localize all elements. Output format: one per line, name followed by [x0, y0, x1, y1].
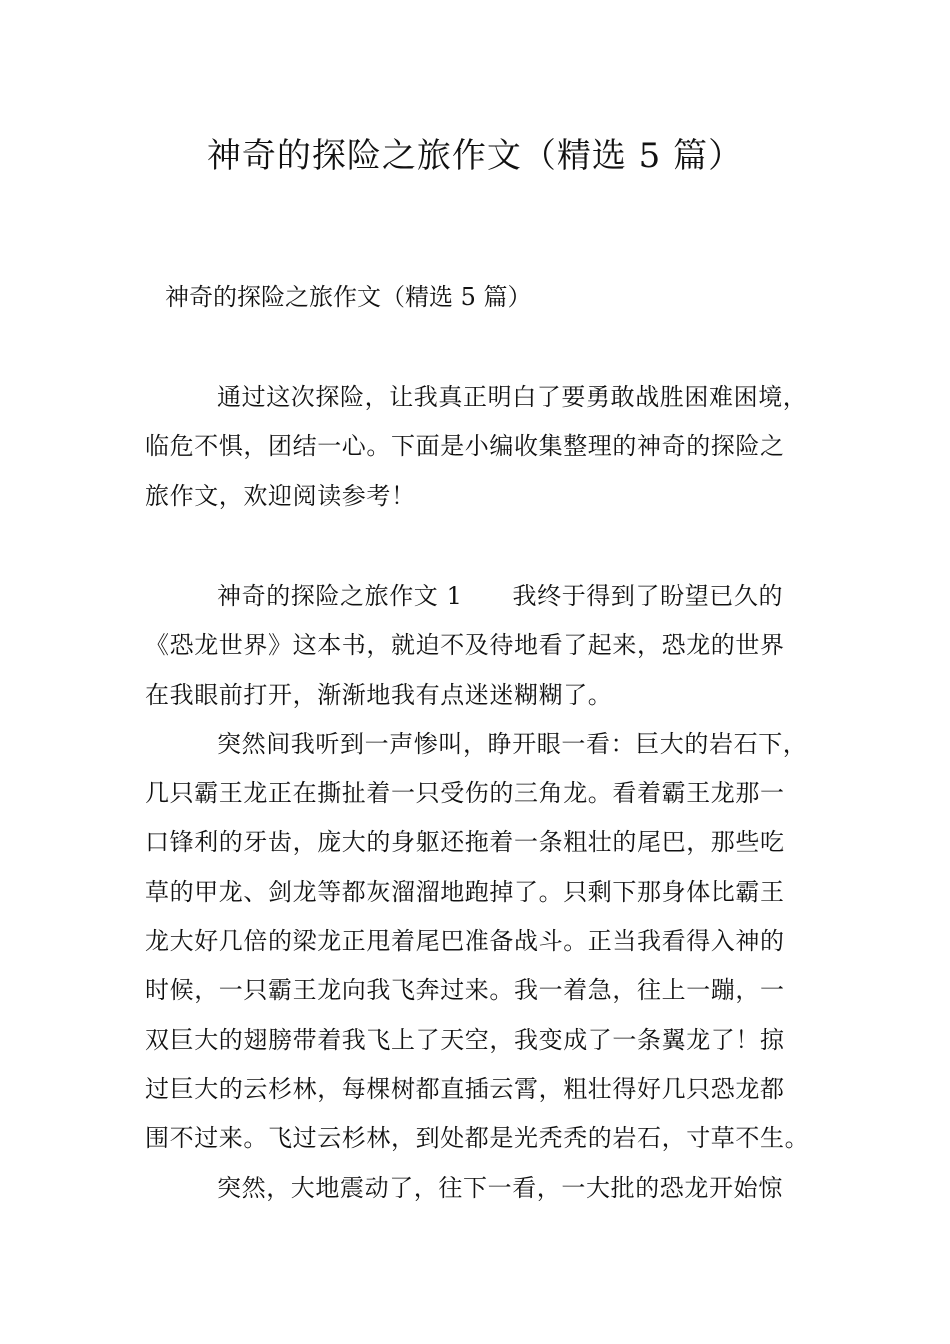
- paragraph-line: 龙大好几倍的梁龙正甩着尾巴准备战斗。正当我看得入神的: [145, 927, 785, 956]
- intro-paragraph: [145, 373, 810, 521]
- paragraph-line: 几只霸王龙正在撕扯着一只受伤的三角龙。看着霸王龙那一: [145, 779, 785, 808]
- intro-line: 临危不惧，团结一心。下面是小编收集整理的神奇的探险之: [145, 432, 785, 461]
- paragraph-line: 突然，大地震动了，往下一看，一大批的恐龙开始惊: [217, 1173, 783, 1202]
- paragraph-line: 过巨大的云杉林，每棵树都直插云霄，粗壮得好几只恐龙都: [145, 1074, 785, 1103]
- essay-heading: 神奇的探险之旅作文 1: [217, 582, 463, 610]
- essay-first-line: [145, 572, 810, 621]
- paragraph-line: 草的甲龙、剑龙等都灰溜溜地跑掉了。只剩下那身体比霸王: [145, 877, 785, 906]
- paragraph-line: 时候，一只霸王龙向我飞奔过来。我一着急，往上一蹦，一: [145, 976, 785, 1005]
- intro-line: 通过这次探险，让我真正明白了要勇敢战胜困难困境，: [217, 383, 808, 411]
- essay-body: [145, 572, 810, 1213]
- essay-first-line-text: 我终于得到了盼望已久的: [512, 582, 784, 610]
- essay-line: 《恐龙世界》这本书，就迫不及待地看了起来，恐龙的世界: [145, 631, 785, 660]
- intro-line: 旅作文，欢迎阅读参考！: [145, 481, 416, 510]
- essay-line: 在我眼前打开，渐渐地我有点迷迷糊糊了。: [145, 680, 613, 709]
- paragraph-line: 双巨大的翅膀带着我飞上了天空，我变成了一条翼龙了！掠: [145, 1025, 785, 1054]
- document-subtitle: 神奇的探险之旅作文（精选 5 篇）: [165, 283, 532, 311]
- paragraph-line: 口锋利的牙齿，庞大的身躯还拖着一条粗壮的尾巴，那些吃: [145, 828, 785, 857]
- paragraph-line: 突然间我听到一声惨叫，睁开眼一看：巨大的岩石下，: [217, 729, 808, 758]
- document-title: 神奇的探险之旅作文（精选 5 篇）: [206, 136, 744, 176]
- paragraph-line: 围不过来。飞过云杉林，到处都是光秃秃的岩石，寸草不生。: [145, 1124, 810, 1153]
